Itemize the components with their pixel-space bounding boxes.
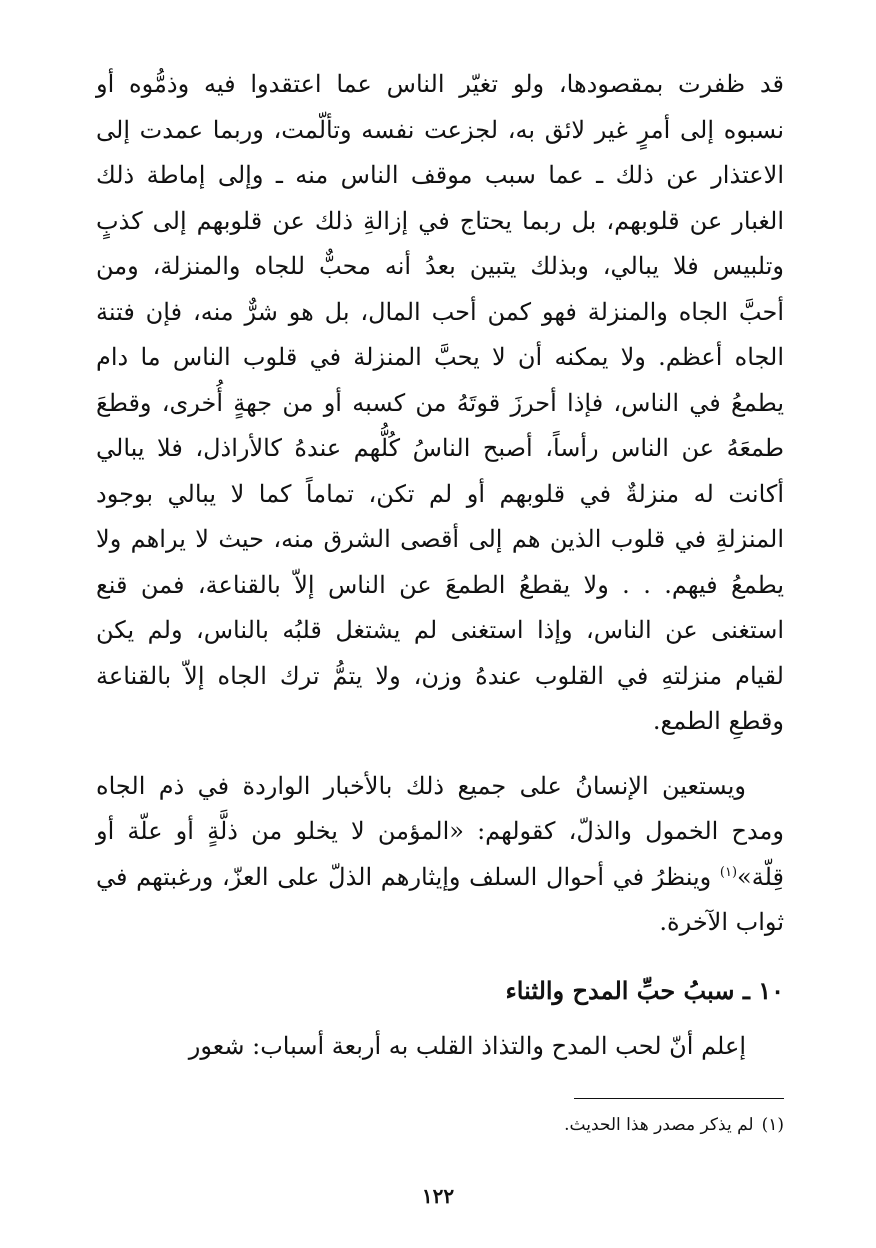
text-line: وقطعِ الطمع. [652, 707, 784, 735]
text-line: ومدح الخمول والذلّ، كقولهم: «المؤمن لا يخلو من ذلَّةٍ أو علّة أو [96, 817, 784, 845]
quote-end: قِلّة» [737, 862, 784, 891]
text-line: ويستعين الإنسانُ على جميع ذلك بالأخبار الواردة في ذم الجاه [96, 771, 747, 800]
text-line: المنزلةِ في قلوب الذين هم إلى أقصى الشرق منه، حيث لا يراهم ولا [96, 525, 784, 553]
paragraph-1 [96, 62, 784, 745]
text-line: الاعتذار عن ذلك ـ عما سبب موقف الناس منه ـ وإلى إماطة ذلك [96, 161, 784, 189]
line-continuation: وينظرُ في أحوال السلف وإيثارهم الذلّ على العزّ، ورغبتهم في [96, 862, 720, 891]
footnote [564, 1110, 784, 1140]
text-line: قد ظفرت بمقصودها، ولو تغيّر الناس عما اعتقدوا فيه وذمُّوه أو [96, 70, 784, 98]
text-line: الجاه أعظم. ولا يمكنه أن لا يحبَّ المنزلة في قلوب الناس ما دام [96, 343, 784, 371]
footnote-divider [574, 1098, 784, 1099]
page-number: ١٢٢ [421, 1184, 455, 1208]
text-line: استغنى عن الناس، وإذا استغنى لم يشتغل قلبُه بالناس، ولم يكن [96, 616, 784, 644]
paragraph-2 [96, 764, 784, 946]
text-line: يطمعُ في الناس، فإذا أحرزَ قوتَهُ من كسبه أو من جهةٍ أُخرى، وقطعَ [96, 388, 784, 417]
text-line: ثواب الآخرة. [659, 908, 784, 936]
footnote-number: (١) [761, 1115, 784, 1135]
text-line-with-reference [96, 855, 784, 901]
section-first-line: إعلم أنّ لحب المدح والتذاذ القلب به أربعة أسباب: شعور [188, 1031, 746, 1060]
text-line: أكانت له منزلةٌ في قلوبهم أو لم تكن، تماماً كما لا يبالي بوجود [96, 479, 784, 508]
text-line: أحبَّ الجاه والمنزلة فهو كمن أحب المال، بل هو شرٌّ منه، فإن فتنة [96, 297, 784, 326]
text-line: طمعَهُ عن الناس رأساً، أصبح الناسُ كُلُّهم عندهُ كالأراذل، فلا يبالي [96, 434, 784, 462]
section-heading: ١٠ ـ سببُ حبِّ المدح والثناء [505, 975, 784, 1005]
main-text [96, 62, 784, 1069]
text-line: نسبوه إلى أمرٍ غير لائق به، لجزعت نفسه وتألّمت، وربما عمدت إلى [96, 115, 784, 144]
paragraph-spacer [96, 745, 784, 764]
footnote-reference[interactable]: (١) [719, 864, 738, 880]
text-line: يطمعُ فيهم. . . ولا يقطعُ الطمعَ عن الناس إلاّ بالقناعة، فمن قنع [96, 570, 784, 599]
text-line: الغبار عن قلوبهم، بل ربما يحتاج في إزالةِ ذلك عن قلوبهم إلى كذبٍ [96, 206, 784, 235]
footnote-text: لم يذكر مصدر هذا الحديث. [564, 1115, 754, 1135]
text-line: وتلبيس فلا يبالي، وبذلك يتبين بعدُ أنه محبٌّ للجاه والمنزلة، ومن [96, 252, 784, 280]
text-line: لقيام منزلتهِ في القلوب عندهُ وزن، ولا يتمُّ ترك الجاه إلاّ بالقناعة [96, 661, 784, 690]
